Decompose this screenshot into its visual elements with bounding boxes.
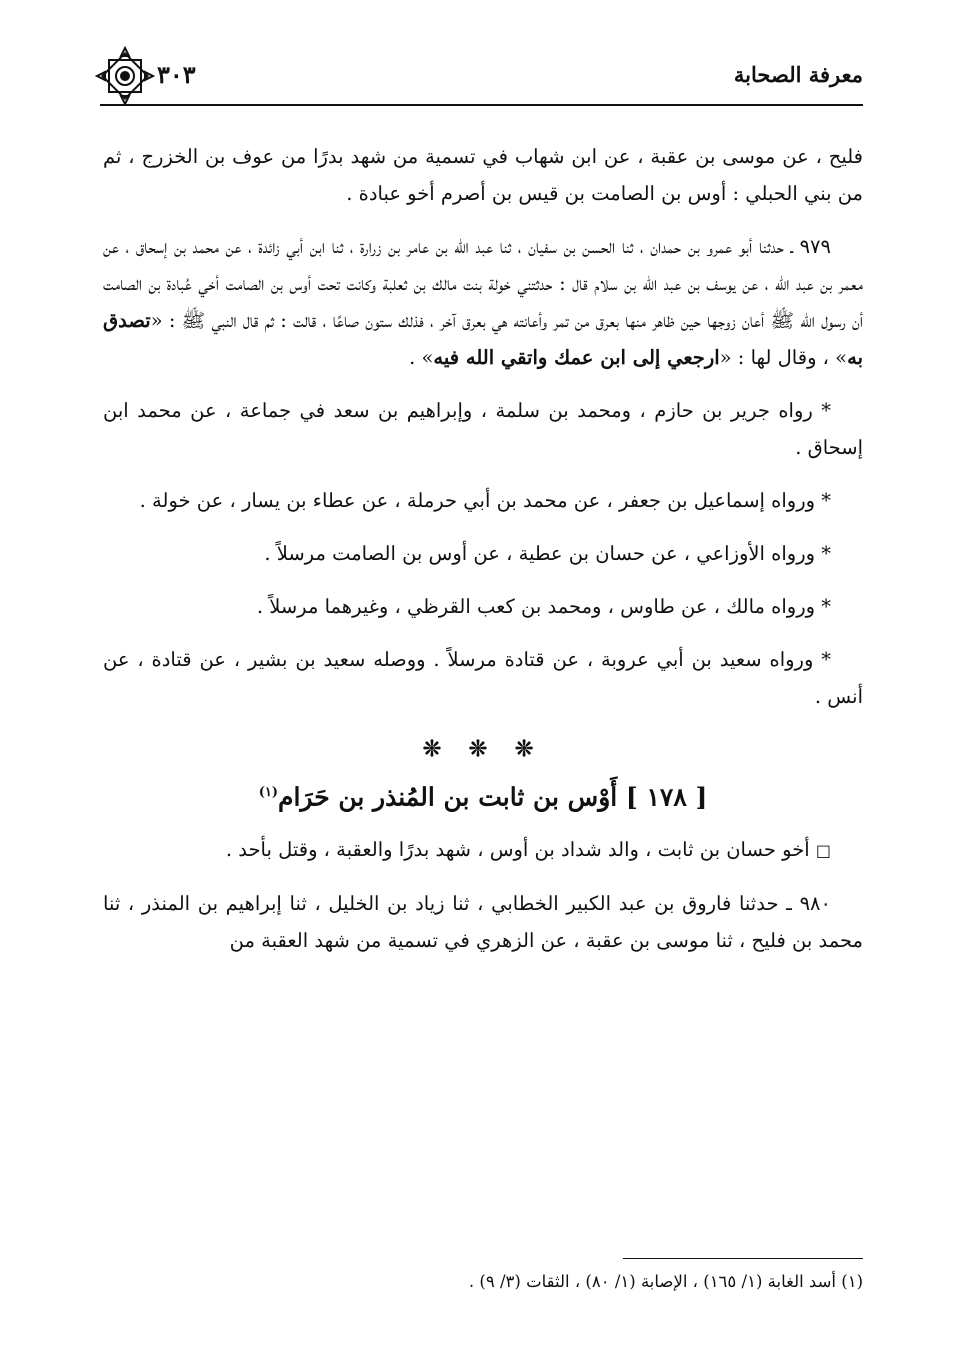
footnote: (١) أسد الغابة (١/ ١٦٥) ، الإصابة (١/ ٨٠) ، الثقات (٣/ ٩) . — [468, 1272, 863, 1291]
octagram-ornament-icon — [95, 46, 155, 106]
body-text — [103, 138, 863, 975]
hadith-979-end: » . — [409, 346, 434, 369]
paragraph-1: فليح ، عن موسى بن عقبة ، عن ابن شهاب في تسمية من شهد بدرًا من عوف بن الخزرج ، ثم من بني الحبلي : أوس بن الصامت بن قيس بن أصرم أخو عبادة . — [103, 145, 863, 205]
entry-heading-footnote-marker: (١) — [258, 785, 278, 800]
paragraph-narration-1: * رواه جرير بن حازم ، ومحمد بن سلمة ، وإبراهيم بن سعد في جماعة ، عن محمد ابن إسحاق . — [103, 399, 863, 459]
entry-intro-text: أخو حسان بن ثابت ، والد شداد بن أوس ، شهد بدرًا والعقبة ، وقتل بأحد . — [225, 838, 810, 862]
footnote-rule — [623, 1258, 863, 1259]
section-separator: ❊ ❊ ❊ — [422, 736, 544, 762]
paragraph-hadith-979 — [103, 228, 863, 376]
paragraph-narration-4: * ورواه مالك ، عن طاوس ، ومحمد بن كعب القرظي ، وغيرهما مرسلاً . — [256, 595, 831, 618]
entry-heading-text: [ ١٧٨ ] أَوْس بن ثابت بن المُنذر بن حَرَام — [277, 782, 708, 812]
page-header — [95, 46, 863, 106]
page-number: ٣٠٣ — [157, 60, 196, 89]
paragraph-hadith-980: ٩٨٠ ـ حدثنا فاروق بن عبد الكبير الخطابي ، ثنا زياد بن الخليل ، ثنا إبراهيم بن المنذر ، ثنا محمد بن فليح ، ثنا موسى بن عقبة ، عن الزهري في تسمية من شهد العقبة من — [103, 892, 863, 953]
paragraph-narration-3: * ورواه الأوزاعي ، عن حسان بن عطية ، عن أوس بن الصامت مرسلاً . — [264, 542, 831, 565]
paragraph-narration-2: * ورواه إسماعيل بن جعفر ، عن محمد بن أبي حرملة ، عن عطاء بن يسار ، عن خولة . — [139, 489, 831, 512]
hadith-979-mid: » ، وقال لها : « — [719, 346, 848, 369]
hadith-979-quote-1: تصدق به — [103, 309, 863, 369]
entry-heading — [103, 774, 863, 815]
hadith-979-text: ٩٧٩ ـ حدثنا أبو عمرو بن حمدان ، ثنا الحسن بن سفيان ، ثنا عبد الله بن عامر بن زرارة ، ثنا ابن أبي زائدة ، عن محمد بن إسحاق ، عن معمر بن عبد الله ، عن يوسف بن عبد الله بن سلام قال : حدثتني خولة بنت مالك بن ثعلبة وكانت تحت أوس بن الصامت أخي عُبادة بن الصامت أن رسول الله ﷺ أعان زوجها حين ظاهر منها بعرق من تمر وأعانته هي بعرق آخر ، فذلك ستون صاعًا ، قالت : ثم قال النبي ﷺ : « — [103, 235, 863, 332]
entry-intro — [103, 831, 863, 869]
hadith-979-quote-2: ارجعي إلى ابن عمك واتقي الله فيه — [433, 346, 720, 369]
running-title: معرفة الصحابة — [733, 62, 863, 87]
header-rule — [100, 104, 863, 106]
square-marker-icon: □ — [815, 841, 831, 861]
paragraph-narration-5: * ورواه سعيد بن أبي عروبة ، عن قتادة مرسلاً . ووصله سعيد بن بشير ، عن قتادة ، عن أنس . — [103, 648, 863, 708]
